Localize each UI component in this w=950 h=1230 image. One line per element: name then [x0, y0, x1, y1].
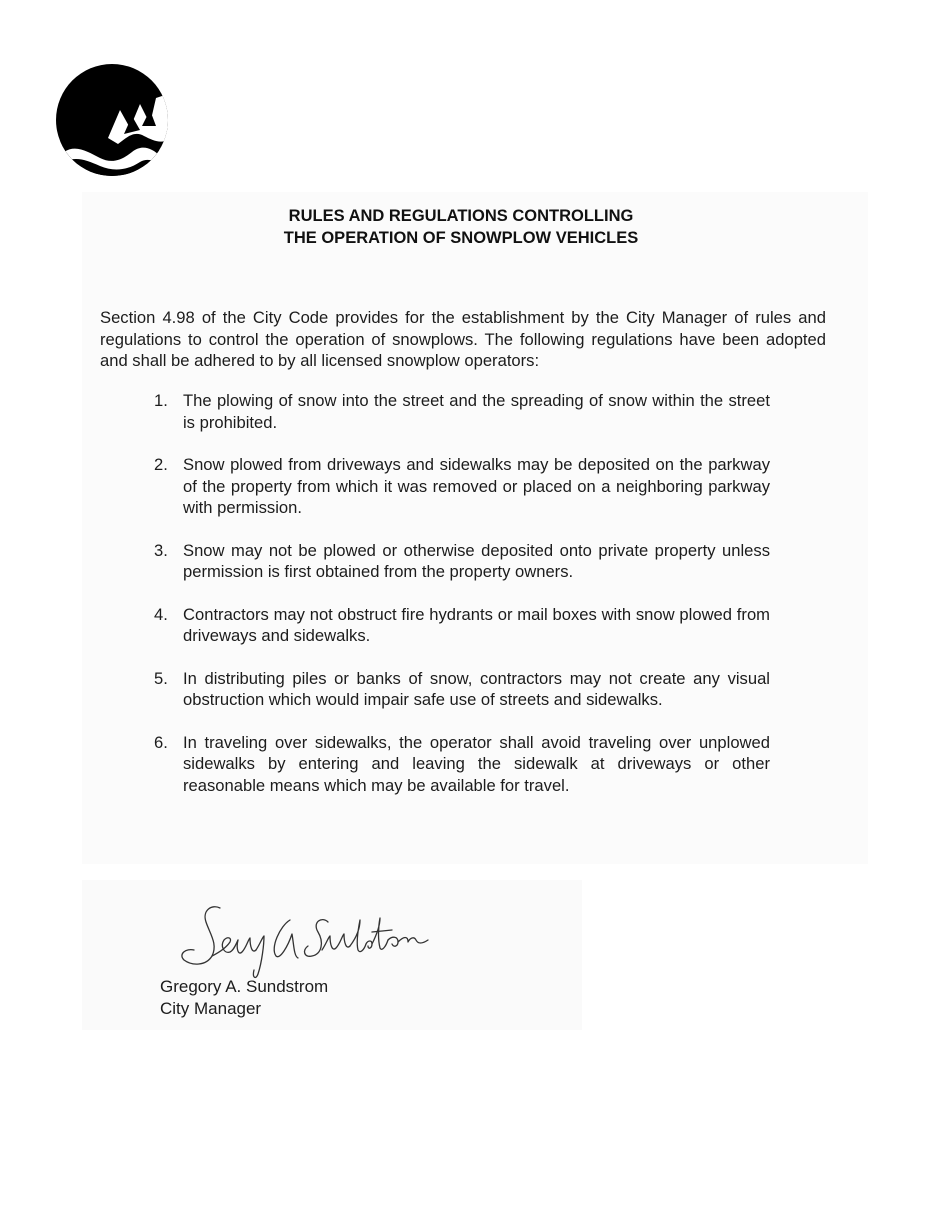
- regulation-number: 4.: [154, 604, 168, 624]
- list-item: [148, 732, 770, 797]
- signer-name: Gregory A. Sundstrom: [160, 977, 329, 996]
- regulation-number: 2.: [154, 455, 168, 474]
- document-title: [100, 205, 822, 249]
- regulation-text: Contractors may not obstruct fire hydrants or mail boxes with snow plowed from driveways and sidewalks.: [183, 604, 770, 645]
- list-item: [148, 604, 770, 647]
- regulation-number: 6.: [154, 732, 168, 752]
- regulation-number: 3.: [154, 540, 168, 560]
- list-item: [148, 540, 770, 583]
- regulation-number: 1.: [154, 391, 168, 410]
- list-item: [148, 668, 770, 711]
- regulation-text: In traveling over sidewalks, the operator shall avoid traveling over unplowed sidewalks by entering and leaving the sidewalk at driveways or other reasonable means which may be available for travel.: [183, 732, 770, 795]
- signer-title: City Manager: [160, 999, 262, 1018]
- document-title-line: THE OPERATION OF SNOWPLOW VEHICLES: [283, 229, 639, 247]
- city-logo-icon: [56, 64, 168, 176]
- regulation-text: Snow plowed from driveways and sidewalks may be deposited on the parkway of the property from which it was removed or placed on a neighboring parkway with permission.: [183, 455, 770, 517]
- document-title-line: RULES AND REGULATIONS CONTROLLING: [288, 207, 634, 225]
- regulations-list: [148, 390, 770, 796]
- intro-paragraph: Section 4.98 of the City Code provides for the establishment by the City Manager of rules and regulations to control the operation of snowplows. The following regulations have been adopted and shall be adhered to by all licensed snowplow operators:: [100, 308, 826, 370]
- regulation-number: 5.: [154, 668, 168, 688]
- list-item: [148, 390, 770, 433]
- list-item: [148, 454, 770, 519]
- regulation-text: In distributing piles or banks of snow, contractors may not create any visual obstruction which would impair safe use of streets and sidewalks.: [183, 668, 770, 709]
- regulation-text: The plowing of snow into the street and the spreading of snow within the street is prohibited.: [183, 391, 770, 432]
- regulation-text: Snow may not be plowed or otherwise deposited onto private property unless permission is first obtained from the property owners.: [183, 540, 770, 581]
